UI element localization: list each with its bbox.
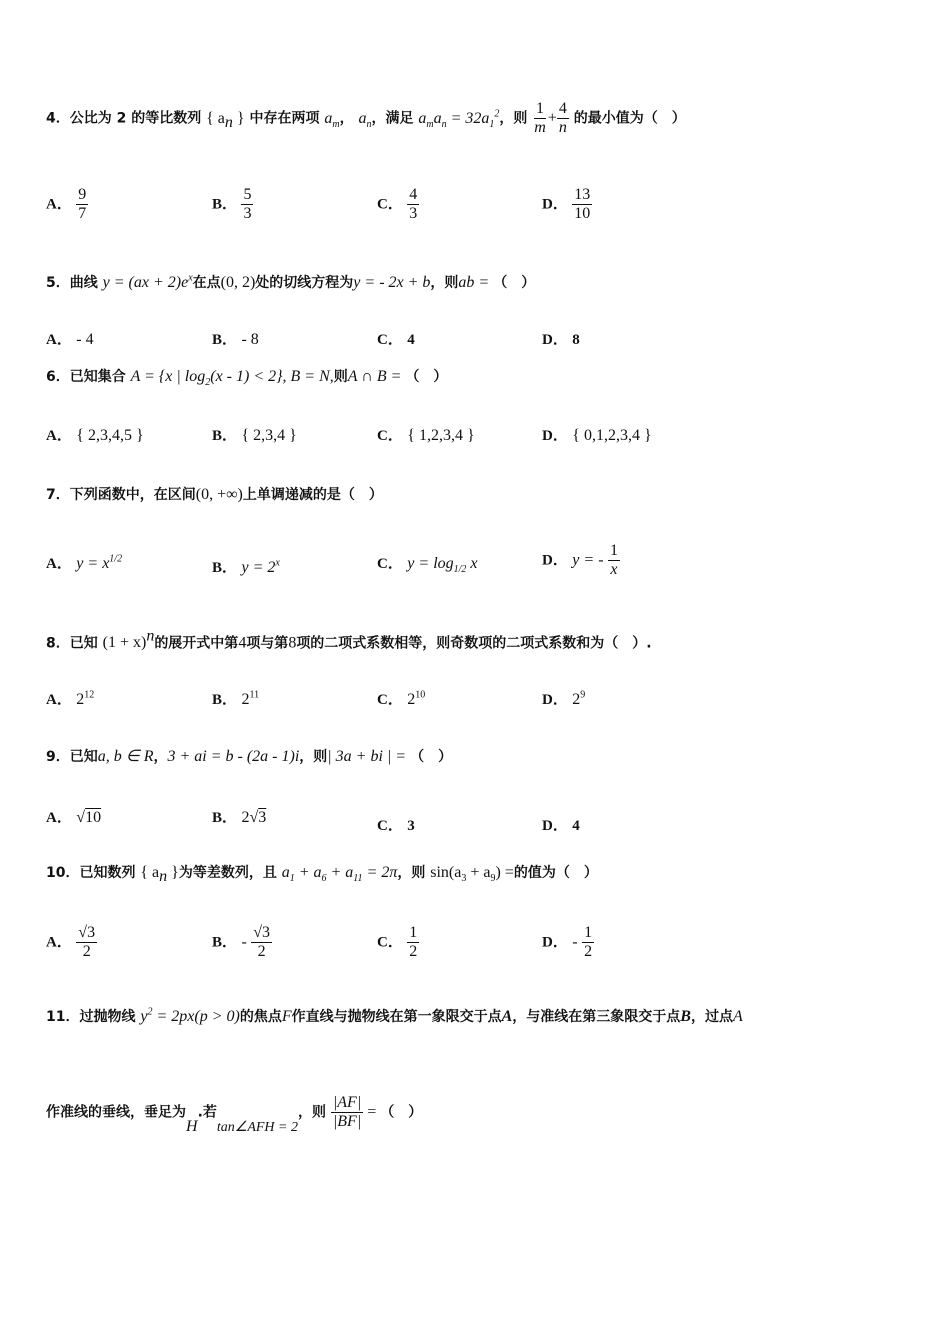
q8-number: 8．: [46, 635, 70, 652]
q9-abs: | 3a + bi | =: [327, 748, 411, 765]
q5-option-c[interactable]: C． 4: [377, 332, 415, 348]
q7-interval: (0, +∞): [195, 486, 243, 503]
q4-comma: ，: [339, 110, 354, 127]
q11-text-a: 过抛物线: [79, 1009, 136, 1025]
q11-B1: B: [680, 1008, 691, 1025]
q10-option-b[interactable]: B． - $\frac{√3}{2}$: [212, 924, 271, 960]
q6-option-a[interactable]: A． { 2,3,4,5 }: [46, 427, 144, 444]
q7-option-b[interactable]: B． $y = 2^x$: [212, 557, 280, 576]
q10-condition: $a_1 + a_6 + a_{11} = 2\pi$: [281, 864, 398, 885]
q5-point: (0, 2): [220, 274, 256, 291]
q5-text-b: 在点: [192, 275, 221, 291]
q11-A1: A: [501, 1008, 513, 1025]
question-10: [46, 862, 598, 886]
q6-text-a: 已知集合: [69, 369, 126, 385]
q4-condition: $a_ma_n = 32a_1^2$: [418, 108, 500, 130]
q11-parabola: $y^2 = 2px(p > 0)$: [140, 1006, 240, 1025]
q4-frac-2: $\frac{4}{n}$: [558, 100, 567, 136]
q10-option-a[interactable]: A． $\frac{√3}{2}$: [46, 924, 96, 960]
q8-option-c[interactable]: C． $2^{10}$: [377, 689, 426, 708]
q4-text-e: 的最小值为（ ）: [573, 110, 686, 127]
q4-option-c[interactable]: C． $\frac{4}{3}$: [377, 186, 418, 222]
q5-tangent: y = - 2x + b: [353, 274, 431, 291]
q5-curve: $y = (ax + 2)e^x$: [102, 272, 193, 291]
q8-option-a[interactable]: A． $2^{12}$: [46, 689, 95, 708]
q11-line2-c: ，则: [298, 1104, 326, 1121]
q11-line2-a: 作准线的垂线，垂足为: [46, 1104, 186, 1121]
q6-option-d[interactable]: D． { 0,1,2,3,4 }: [542, 427, 652, 444]
q9-text-a: 已知: [69, 749, 98, 765]
q11-number: 11．: [46, 1009, 80, 1025]
q5-text-d: ，则: [430, 275, 459, 291]
q4-number: 4．: [46, 110, 70, 127]
question-9: [46, 746, 452, 766]
q9-number: 9．: [46, 749, 70, 765]
q11-text-d: ，与准线在第三象限交于点: [512, 1009, 681, 1025]
q5-option-b[interactable]: B． - 8: [212, 331, 259, 348]
q10-option-d[interactable]: D． - $\frac{1}{2}$: [542, 924, 593, 960]
q8-k2: 8: [288, 634, 297, 652]
q11-text-b: 的焦点: [239, 1009, 282, 1025]
q4-plus: +: [547, 109, 557, 127]
q4-text-d: ，则: [499, 110, 528, 127]
question-11: [46, 1006, 743, 1026]
q4-option-d[interactable]: D． $\frac{13}{10}$: [542, 186, 591, 222]
q9-comma: ，: [153, 749, 168, 765]
q10-text-b: 为等差数列，且: [178, 865, 277, 881]
q7-number: 7．: [46, 487, 70, 503]
q8-k1: 4: [238, 634, 247, 652]
q8-expr: $(1 + x)^n$: [102, 628, 155, 652]
q5-option-d[interactable]: D． 8: [542, 332, 580, 348]
q8-option-b[interactable]: B． $2^{11}$: [212, 689, 260, 708]
q5-text-e: （ ）: [493, 275, 536, 291]
q4-option-b[interactable]: B． $\frac{5}{3}$: [212, 186, 252, 222]
q11-text-e: ，过点: [690, 1009, 733, 1025]
question-6: [46, 366, 447, 388]
q10-option-c[interactable]: C． $\frac{1}{2}$: [377, 924, 418, 960]
q9-cond2: 3 + ai = b - (2a - 1)i: [167, 748, 300, 765]
q8-text-b: 的展开式中第: [154, 635, 239, 652]
q6-text-b: 则: [333, 369, 348, 385]
q10-sequence: { $a_n$ }: [140, 864, 179, 886]
question-11-line-2: [46, 1094, 423, 1135]
q11-F: F: [281, 1008, 292, 1025]
q6-intersection: A ∩ B =: [347, 368, 406, 385]
q4-text-b: 中存在两项: [249, 110, 320, 127]
q11-ratio: $\frac{|AF|}{|BF|}$: [332, 1094, 362, 1130]
q4-option-a[interactable]: A． $\frac{9}{7}$: [46, 186, 87, 222]
q4-am: $a_m$: [324, 109, 340, 130]
q5-text-c: 处的切线方程为: [255, 275, 354, 291]
q4-text-c: ，满足: [371, 110, 414, 127]
q6-text-c: （ ）: [405, 369, 448, 385]
question-8: [46, 628, 652, 652]
q5-ab: ab =: [458, 274, 494, 291]
q8-text-d: 项的二项式系数相等，则奇数项的二项式系数和为（ ）.: [296, 635, 652, 652]
q9-option-b[interactable]: B． 2√3: [212, 809, 267, 826]
q7-option-c[interactable]: C． $y = \log_{1/2} x$: [377, 555, 478, 576]
q7-option-d[interactable]: D． y = - $\frac{1}{x}$: [542, 542, 618, 578]
q10-text-c: ，则: [397, 865, 426, 881]
q9-text-b: ，则: [299, 749, 328, 765]
q11-H: H: [186, 1117, 198, 1135]
q5-number: 5．: [46, 275, 70, 291]
q9-option-a[interactable]: A． √10: [46, 809, 102, 826]
q9-option-d[interactable]: D． 4: [542, 818, 580, 834]
q6-option-b[interactable]: B． { 2,3,4 }: [212, 427, 297, 444]
q11-A2: A: [732, 1008, 743, 1025]
question-7: [46, 484, 383, 504]
q8-text-c: 项与第: [246, 635, 289, 652]
q7-text-b: 上单调递减的是（ ）: [242, 487, 383, 503]
q9-cond1: a, b ∈ R: [97, 748, 154, 765]
q11-text-c: 作直线与抛物线在第一象限交于点: [291, 1009, 502, 1025]
question-4: [46, 100, 686, 137]
q6-number: 6．: [46, 369, 70, 385]
q9-option-c[interactable]: C． 3: [377, 818, 415, 834]
q10-text-d: 的值为（ ）: [513, 865, 598, 881]
q8-text-a: 已知: [69, 635, 98, 652]
question-5: [46, 272, 535, 292]
q10-sin: $\sin(a_3 + a_9)$ =: [430, 864, 514, 885]
q7-text-a: 下列函数中，在区间: [69, 487, 196, 503]
q11-eq: =: [363, 1103, 381, 1121]
q4-text-a: 公比为 2 的等比数列: [69, 110, 202, 127]
q11-line2-d: （ ）: [380, 1104, 423, 1121]
q6-set: A = {x | $\log_2(x - 1) < 2$}, B = N,: [130, 368, 334, 389]
q5-text-a: 曲线: [69, 275, 98, 291]
q6-option-c[interactable]: C． { 1,2,3,4 }: [377, 427, 475, 444]
q9-text-c: （ ）: [410, 749, 453, 765]
q10-number: 10．: [46, 865, 80, 881]
q11-tan: tan∠AFH = 2: [216, 1119, 298, 1135]
q4-sequence: { $a_n$ }: [206, 109, 245, 131]
q5-option-a[interactable]: A． - 4: [46, 331, 94, 348]
q4-frac-1: $\frac{1}{m}$: [534, 100, 546, 136]
q4-an: $a_n$: [358, 109, 372, 130]
q11-line2-b: .若: [197, 1104, 217, 1121]
q8-option-d[interactable]: D． $2^9$: [542, 689, 586, 708]
q10-text-a: 已知数列: [79, 865, 136, 881]
q7-option-a[interactable]: A． $y = x^{1/2}$: [46, 553, 123, 572]
